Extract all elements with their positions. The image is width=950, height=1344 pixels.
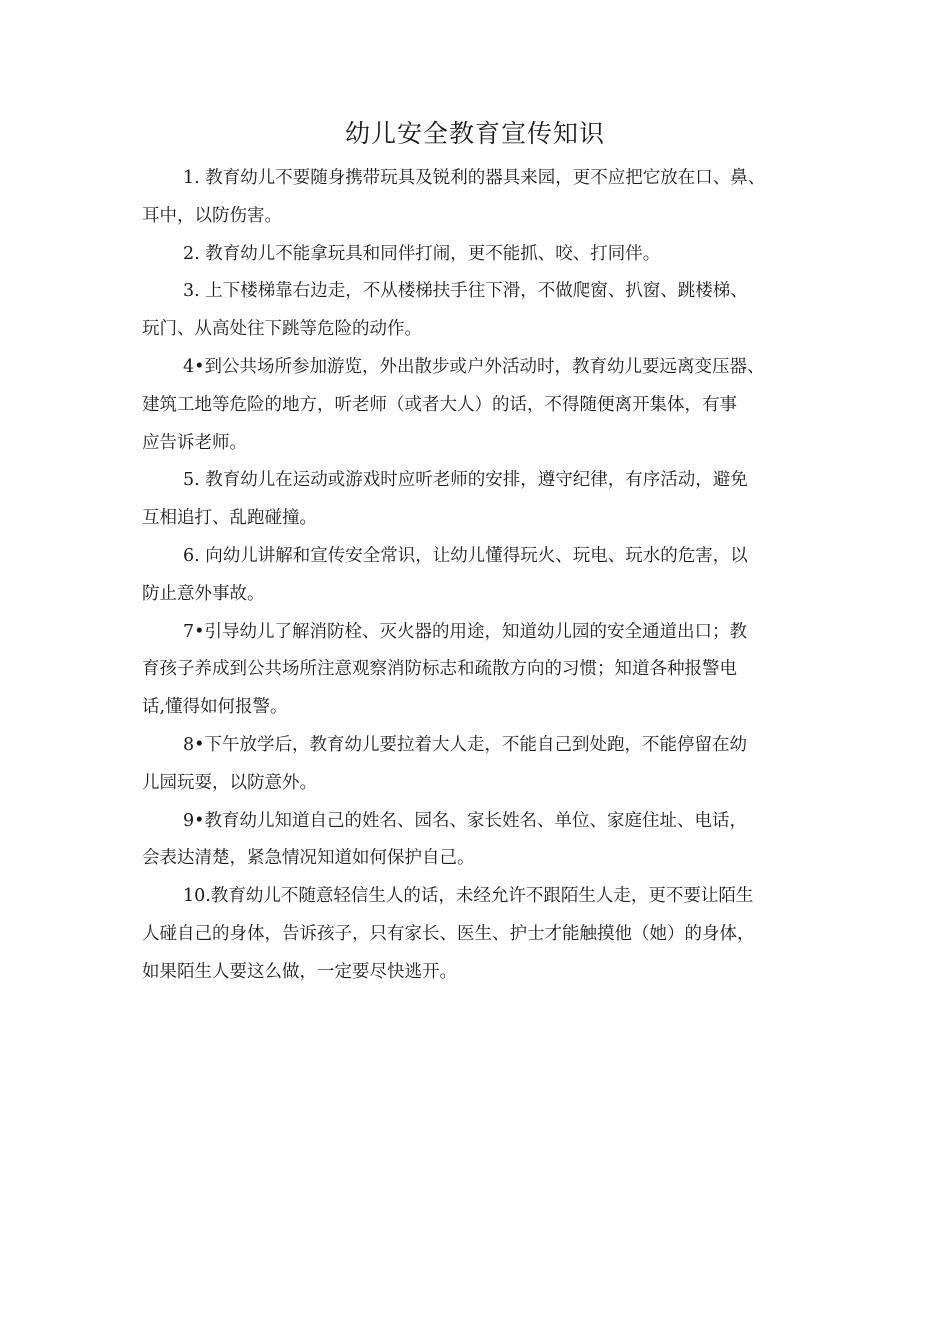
paragraph-line: 9•教育幼儿知道自己的姓名、园名、家长姓名、单位、家庭住址、电话， [183,810,747,831]
paragraph-line: 5. 教育幼儿在运动或游戏时应听老师的安排，遵守纪律，有序活动，避免 [183,470,748,491]
paragraph-line: 4•到公共场所参加游览，外出散步或户外活动时，教育幼儿要远离变压器、 [183,356,765,377]
paragraph-line: 玩门、从高处往下跳等危险的动作。 [142,319,422,340]
paragraph-line: 耳中，以防伤害。 [142,205,282,226]
paragraph-line: 1. 教育幼儿不要随身携带玩具及锐利的器具来园，更不应把它放在口、鼻、 [183,168,766,188]
paragraph-line: 10.教育幼儿不随意轻信生人的话，未经允许不跟陌生人走，更不要让陌生 [183,886,754,907]
paragraph-line: 3. 上下楼梯靠右边走，不从楼梯扶手往下滑，不做爬窗、扒窗、跳楼梯、 [183,281,748,302]
paragraph-line: 2. 教育幼儿不能拿玩具和同伴打闹，更不能抓、咬、打同伴。 [183,243,661,264]
paragraph-item [142,273,822,349]
paragraph-item [142,160,822,236]
paragraph-line: 会表达清楚，紧急情况知道如何保护自己。 [142,848,475,869]
paragraph-line: 8•下午放学后，教育幼儿要拉着大人走，不能自己到处跑，不能停留在幼 [183,734,747,755]
paragraph-line: 应告诉老师。 [142,432,247,453]
paragraph-item [142,349,822,462]
paragraph-line: 互相追打、乱跑碰撞。 [142,508,317,529]
page-title: 幼儿安全教育宣传知识 [344,119,605,148]
paragraph-line: 人碰自己的身体，告诉孩子，只有家长、医生、护士才能触摸他（她）的身体， [142,923,755,944]
paragraph-line: 7•引导幼儿了解消防栓、灭火器的用途，知道幼儿园的安全通道出口；教 [183,621,747,642]
paragraph-item [142,803,822,879]
paragraph-line: 防止意外事故。 [142,583,265,604]
paragraph-line: 育孩子养成到公共场所注意观察消防标志和疏散方向的习惯；知道各种报警电 [142,659,737,680]
paragraph-line: 6. 向幼儿讲解和宣传安全常识，让幼儿懂得玩火、玩电、玩水的危害，以 [183,545,748,566]
paragraph-item [142,878,822,991]
paragraph-line: 话,懂得如何报警。 [142,697,288,718]
paragraph-item [142,727,822,803]
paragraph-item [142,538,822,614]
paragraph-item [142,614,822,727]
document-body [142,160,822,992]
paragraph-line: 儿园玩耍，以防意外。 [142,772,317,793]
paragraph-item [142,462,822,538]
paragraph-line: 建筑工地等危险的地方，听老师（或者大人）的话，不得随便离开集体，有事 [142,394,737,415]
paragraph-item [142,236,822,274]
paragraph-line: 如果陌生人要这么做，一定要尽快逃开。 [142,961,457,982]
